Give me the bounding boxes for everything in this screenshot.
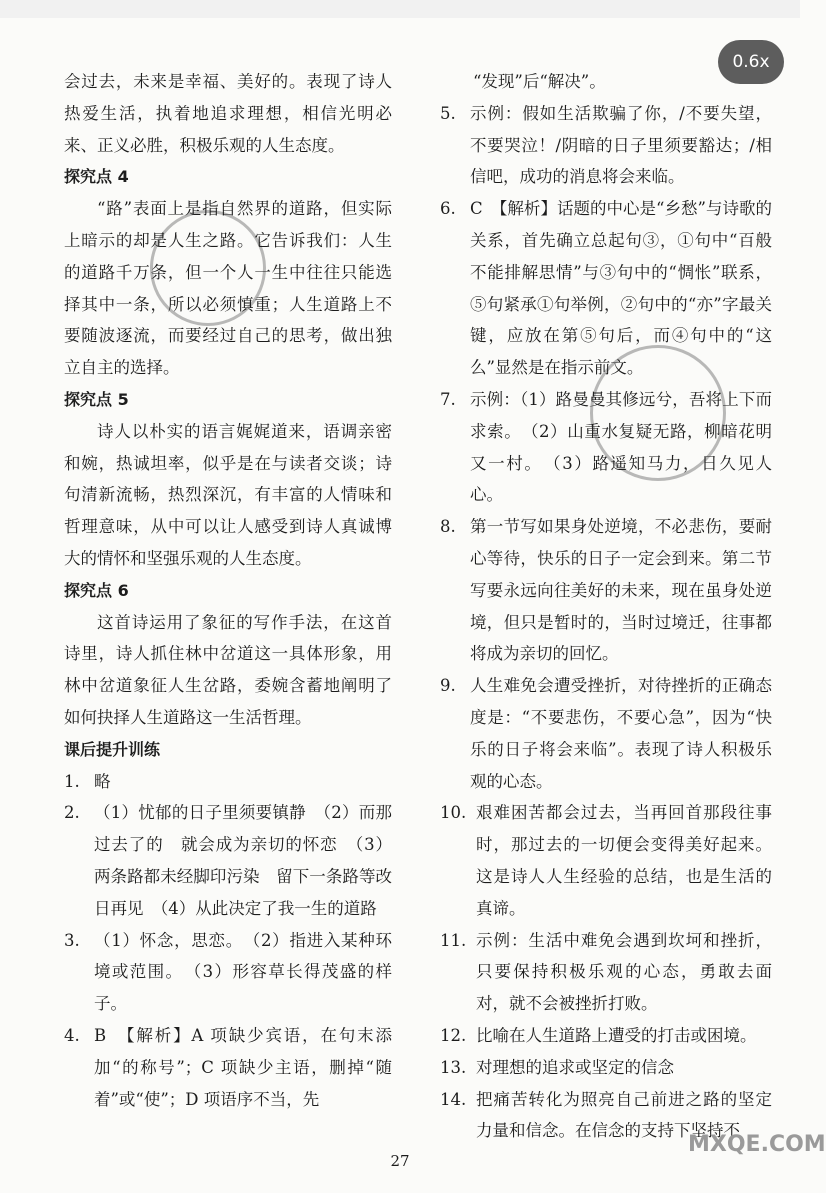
- item-number: 6.: [440, 199, 456, 219]
- item-text: 示例：（1）路曼曼其修远兮，吾将上下而求索。 （2）山重水复疑无路，柳暗花明又一村。 （3）路遥知马力，日久见人心。: [470, 389, 772, 505]
- answer-item-2: [64, 797, 392, 924]
- paragraph-continued: 会过去，未来是幸福、美好的。表现了诗人热爱生活，执着地追求理想，相信光明必来、正义必胜，积极乐观的人生态度。: [64, 72, 392, 155]
- item-number: 10.: [440, 803, 467, 823]
- item-text: 示例：生活中难免会遇到坎坷和挫折，只要保持积极乐观的心态，勇敢去面对，就不会被挫折打败。: [476, 930, 772, 1014]
- answer-item-1: [64, 766, 392, 798]
- answer-item-8: [440, 511, 772, 670]
- zoom-indicator-button[interactable]: 0.6x: [718, 40, 784, 84]
- item-text: 把痛苦转化为照亮自己前进之路的坚定力量和信念。在信念的支持下坚持不: [476, 1089, 772, 1141]
- top-toolbar-strip: [0, 0, 800, 18]
- item-text: 艰难困苦都会过去，当再回首那段往事时，那过去的一切便会变得美好起来。这是诗人人生经验的总结，也是生活的真谛。: [476, 803, 772, 918]
- item-text: 比喻在人生道路上遭受的打击或困境。: [476, 1025, 757, 1045]
- item-number: 9.: [440, 676, 456, 696]
- item-text: 略: [94, 771, 111, 791]
- answer-item-4: [64, 1020, 392, 1115]
- item-number: 11.: [440, 930, 467, 950]
- left-column: [64, 66, 392, 1115]
- item-text: 人生难免会遭受挫折，对待挫折的正确态度是：“不要悲伤，不要心急”，因为“快乐的日子将会来临”。表现了诗人积极乐观的心态。: [470, 676, 772, 791]
- item-number: 3.: [64, 930, 80, 950]
- heading-explore-point-6: 探究点 6: [64, 580, 129, 600]
- answer-item-3: [64, 925, 392, 1020]
- answer-item-12: [440, 1020, 772, 1052]
- answer-item-10: [440, 797, 772, 924]
- item-text: （1）忧郁的日子里须要镇静 （2）而那过去了的 就会成为亲切的怀恋 （3）两条路都未经脚印污染 留下一条路等改日再见 （4）从此决定了我一生的道路: [94, 803, 392, 918]
- item-number: 7.: [440, 389, 456, 409]
- answer-item-13: [440, 1052, 772, 1084]
- item-number: 2.: [64, 803, 80, 823]
- item-number: 12.: [440, 1025, 467, 1045]
- right-column: [440, 66, 772, 1147]
- answer-item-6: [440, 193, 772, 384]
- item-text: 示例：假如生活欺骗了你，/不要失望，不要哭泣！/阴暗的日子里须要豁达；/相信吧，成功的消息将会来临。: [470, 103, 772, 187]
- item-number: 13.: [440, 1057, 467, 1077]
- heading-explore-point-4: 探究点 4: [64, 167, 129, 187]
- item-number: 4.: [64, 1025, 80, 1045]
- answer-item-7: [440, 384, 772, 511]
- paragraph-explore-4: “路”表面上是指自然界的道路，但实际上暗示的却是人生之路。它告诉我们：人生的道路千万条，但一个人一生中往往只能选择其中一条，所以必须慎重；人生道路上不要随波逐流，而要经过自己的思考，做出独立自主的选择。: [64, 199, 392, 378]
- item-text: B 【解析】A 项缺少宾语，在句末添加“的称号”；C 项缺少主语，删掉“随着”或“使”；D 项语序不当，先: [94, 1025, 392, 1109]
- heading-after-class-training: 课后提升训练: [64, 739, 161, 759]
- item-number: 14.: [440, 1089, 467, 1109]
- answer-item-9: [440, 670, 772, 797]
- page-number: 27: [390, 1152, 410, 1170]
- item-text: （1）怀念，思恋。 （2）指进入某种环境或范围。 （3）形容草长得茂盛的样子。: [94, 930, 392, 1014]
- heading-explore-point-5: 探究点 5: [64, 389, 129, 409]
- paragraph-explore-5: 诗人以朴实的语言娓娓道来，语调亲密和婉，热诚坦率，似乎是在与读者交谈；诗句清新流畅，热烈深沉，有丰富的人情味和哲理意味，从中可以让人感受到诗人真诚博大的情怀和坚强乐观的人生态度。: [64, 421, 392, 568]
- answer-item-11: [440, 925, 772, 1020]
- watermark-logo: MXQE.COM: [688, 1132, 826, 1157]
- item-text: 第一节写如果身处逆境，不必悲伤，要耐心等待，快乐的日子一定会到来。第二节写要永远向往美好的未来，现在虽身处逆境，但只是暂时的，当时过境迁，往事都将成为亲切的回忆。: [470, 517, 772, 664]
- paragraph-explore-6: 这首诗运用了象征的写作手法，在这首诗里，诗人抓住林中岔道这一具体形象，用林中岔道象征人生岔路，委婉含蓄地阐明了如何抉择人生道路这一生活哲理。: [64, 612, 392, 727]
- item-text: C 【解析】话题的中心是“乡愁”与诗歌的关系，首先确立总起句③，①句中“百般不能排解思情”与③句中的“惆怅”联系，⑤句紧承①句举例，②句中的“亦”字最关键，应放在第⑤句后，而④句中的“这么”显然是在指示前文。: [470, 199, 772, 378]
- item-text: 对理想的追求或坚定的信念: [476, 1057, 674, 1077]
- answer-item-5: [440, 98, 772, 193]
- item-number: 5.: [440, 103, 456, 123]
- paragraph-continued-right: “发现”后“解决”。: [473, 72, 606, 91]
- item-number: 1.: [64, 771, 80, 791]
- item-number: 8.: [440, 517, 456, 537]
